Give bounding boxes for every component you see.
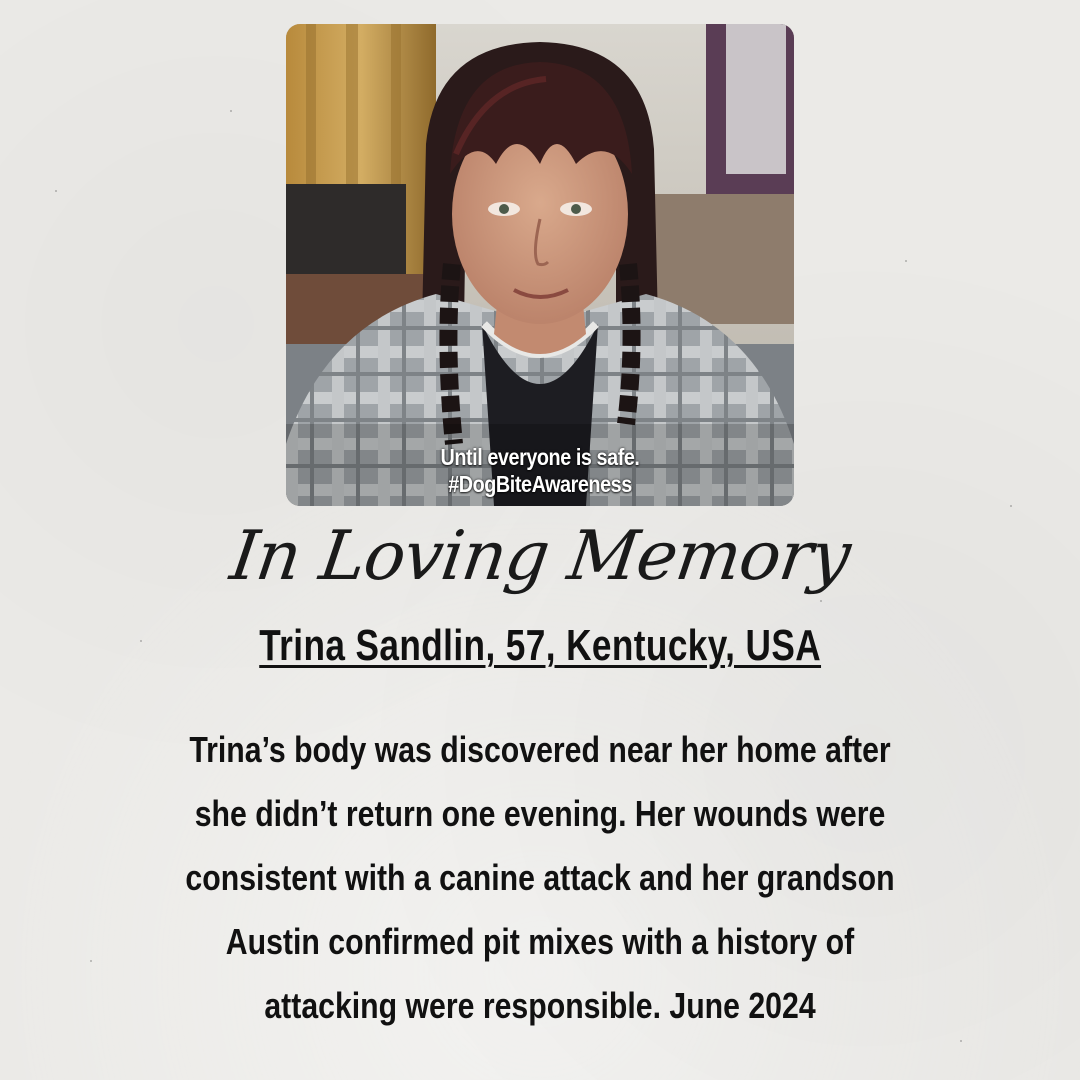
portrait-illustration — [286, 24, 794, 506]
photo-caption — [322, 444, 759, 498]
caption-hashtag: #DogBiteAwareness — [448, 471, 632, 497]
name-age-location: Trina Sandlin, 57, Kentucky, USA — [259, 621, 821, 670]
story-line: she didn’t return one evening. Her wounds were — [194, 793, 886, 834]
paper-speck — [55, 190, 57, 192]
story-line: consistent with a canine attack and her grandson — [185, 857, 895, 898]
name-line — [0, 618, 1080, 674]
paper-speck — [905, 260, 907, 262]
memorial-photo — [286, 24, 794, 506]
paper-speck — [960, 1040, 962, 1042]
story-paragraph — [70, 718, 1010, 1038]
caption-slogan: Until everyone is safe. — [440, 444, 640, 470]
story-line: attacking were responsible. June 2024 — [264, 985, 816, 1026]
story-line: Austin confirmed pit mixes with a history of — [225, 921, 855, 962]
in-loving-memory-heading: In Loving Memory — [225, 517, 855, 596]
paper-speck — [1010, 505, 1012, 507]
story-line: Trina’s body was discovered near her home after — [189, 729, 891, 770]
paper-speck — [230, 110, 232, 112]
